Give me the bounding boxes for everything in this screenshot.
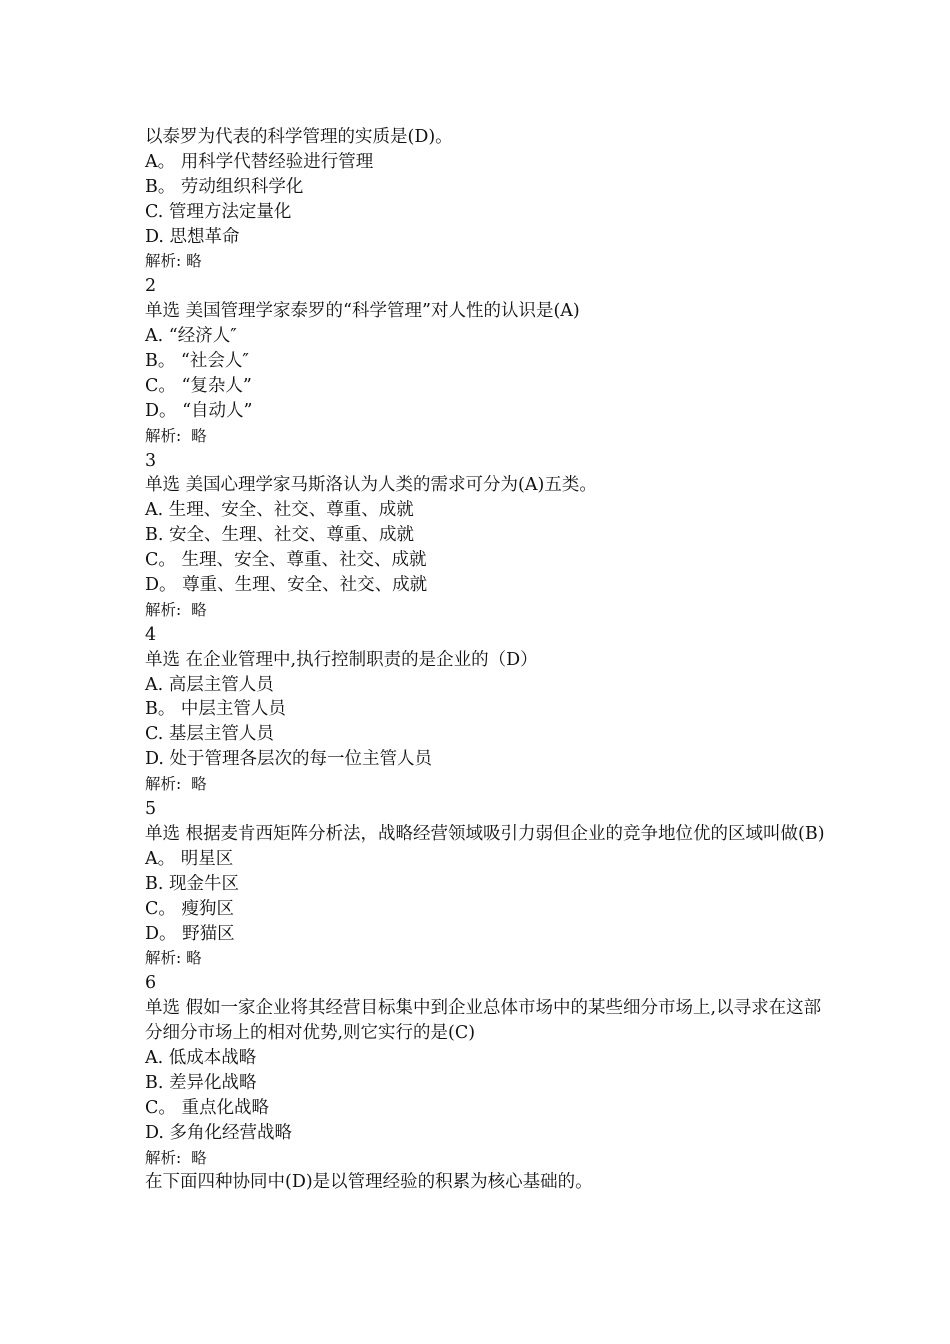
question-number: 3 [145, 450, 157, 471]
analysis: 解析: 略 [145, 949, 202, 968]
option-d: D。 “自动人” [145, 400, 253, 421]
analysis: 解析: 略 [145, 1148, 207, 1167]
option-a: A。 明星区 [145, 848, 234, 869]
option-b: B。 中层主管人员 [145, 699, 286, 720]
question-stem: 单选 美国管理学家泰罗的“科学管理”对人性的认识是(A) [145, 301, 580, 322]
option-b: B. 安全、生理、社交、尊重、成就 [145, 525, 414, 546]
option-c: C。 “复杂人” [145, 375, 252, 396]
option-b: B. 现金牛区 [145, 873, 239, 894]
analysis: 解析: 略 [145, 775, 207, 794]
question-number: 5 [145, 799, 157, 820]
option-a: A。 用科学代替经验进行管理 [145, 151, 374, 172]
option-d: D. 思想革命 [145, 226, 240, 247]
option-d: D。 野猫区 [145, 923, 235, 944]
option-a: A. 生理、安全、社交、尊重、成就 [145, 500, 414, 521]
document-page [145, 125, 825, 1195]
option-b: B。 “社会人″ [145, 351, 249, 372]
question-stem: 以泰罗为代表的科学管理的实质是(D)。 [145, 127, 453, 147]
option-d: D. 多角化经营战略 [145, 1122, 293, 1143]
option-c: C。 重点化战略 [145, 1097, 269, 1118]
question-stem: 单选 在企业管理中,执行控制职责的是企业的（D） [145, 649, 538, 670]
option-b: B. 差异化战略 [145, 1072, 257, 1093]
option-b: B。 劳动组织科学化 [145, 176, 304, 197]
option-c: C. 基层主管人员 [145, 724, 274, 745]
option-a: A. 高层主管人员 [145, 674, 274, 695]
analysis: 解析: 略 [145, 426, 207, 445]
question-stem: 单选 假如一家企业将其经营目标集中到企业总体市场中的某些细分市场上,以寻求在这部分细分市场上的相对优势,则它实行的是(C) [145, 998, 822, 1044]
analysis: 解析: 略 [145, 600, 207, 619]
question-number: 4 [145, 624, 157, 645]
closing-question-stem: 在下面四种协同中(D)是以管理经验的积累为核心基础的。 [145, 1172, 593, 1193]
option-a: A. 低成本战略 [145, 1048, 257, 1068]
question-number: 6 [145, 973, 157, 994]
question-stem: 单选 美国心理学家马斯洛认为人类的需求可分为(A)五类。 [145, 475, 597, 496]
option-c: C。 生理、安全、尊重、社交、成就 [145, 550, 427, 571]
option-d: D. 处于管理各层次的每一位主管人员 [145, 749, 433, 770]
option-c: C。 瘦狗区 [145, 898, 234, 919]
option-a: A. “经济人″ [145, 326, 237, 347]
option-d: D。 尊重、生理、安全、社交、成就 [145, 575, 428, 596]
question-number: 2 [145, 276, 157, 297]
question-stem: 单选 根据麦肯西矩阵分析法，战略经营领域吸引力弱但企业的竞争地位优的区域叫做(B) [145, 823, 825, 844]
option-c: C. 管理方法定量化 [145, 201, 292, 222]
analysis: 解析: 略 [145, 252, 202, 271]
